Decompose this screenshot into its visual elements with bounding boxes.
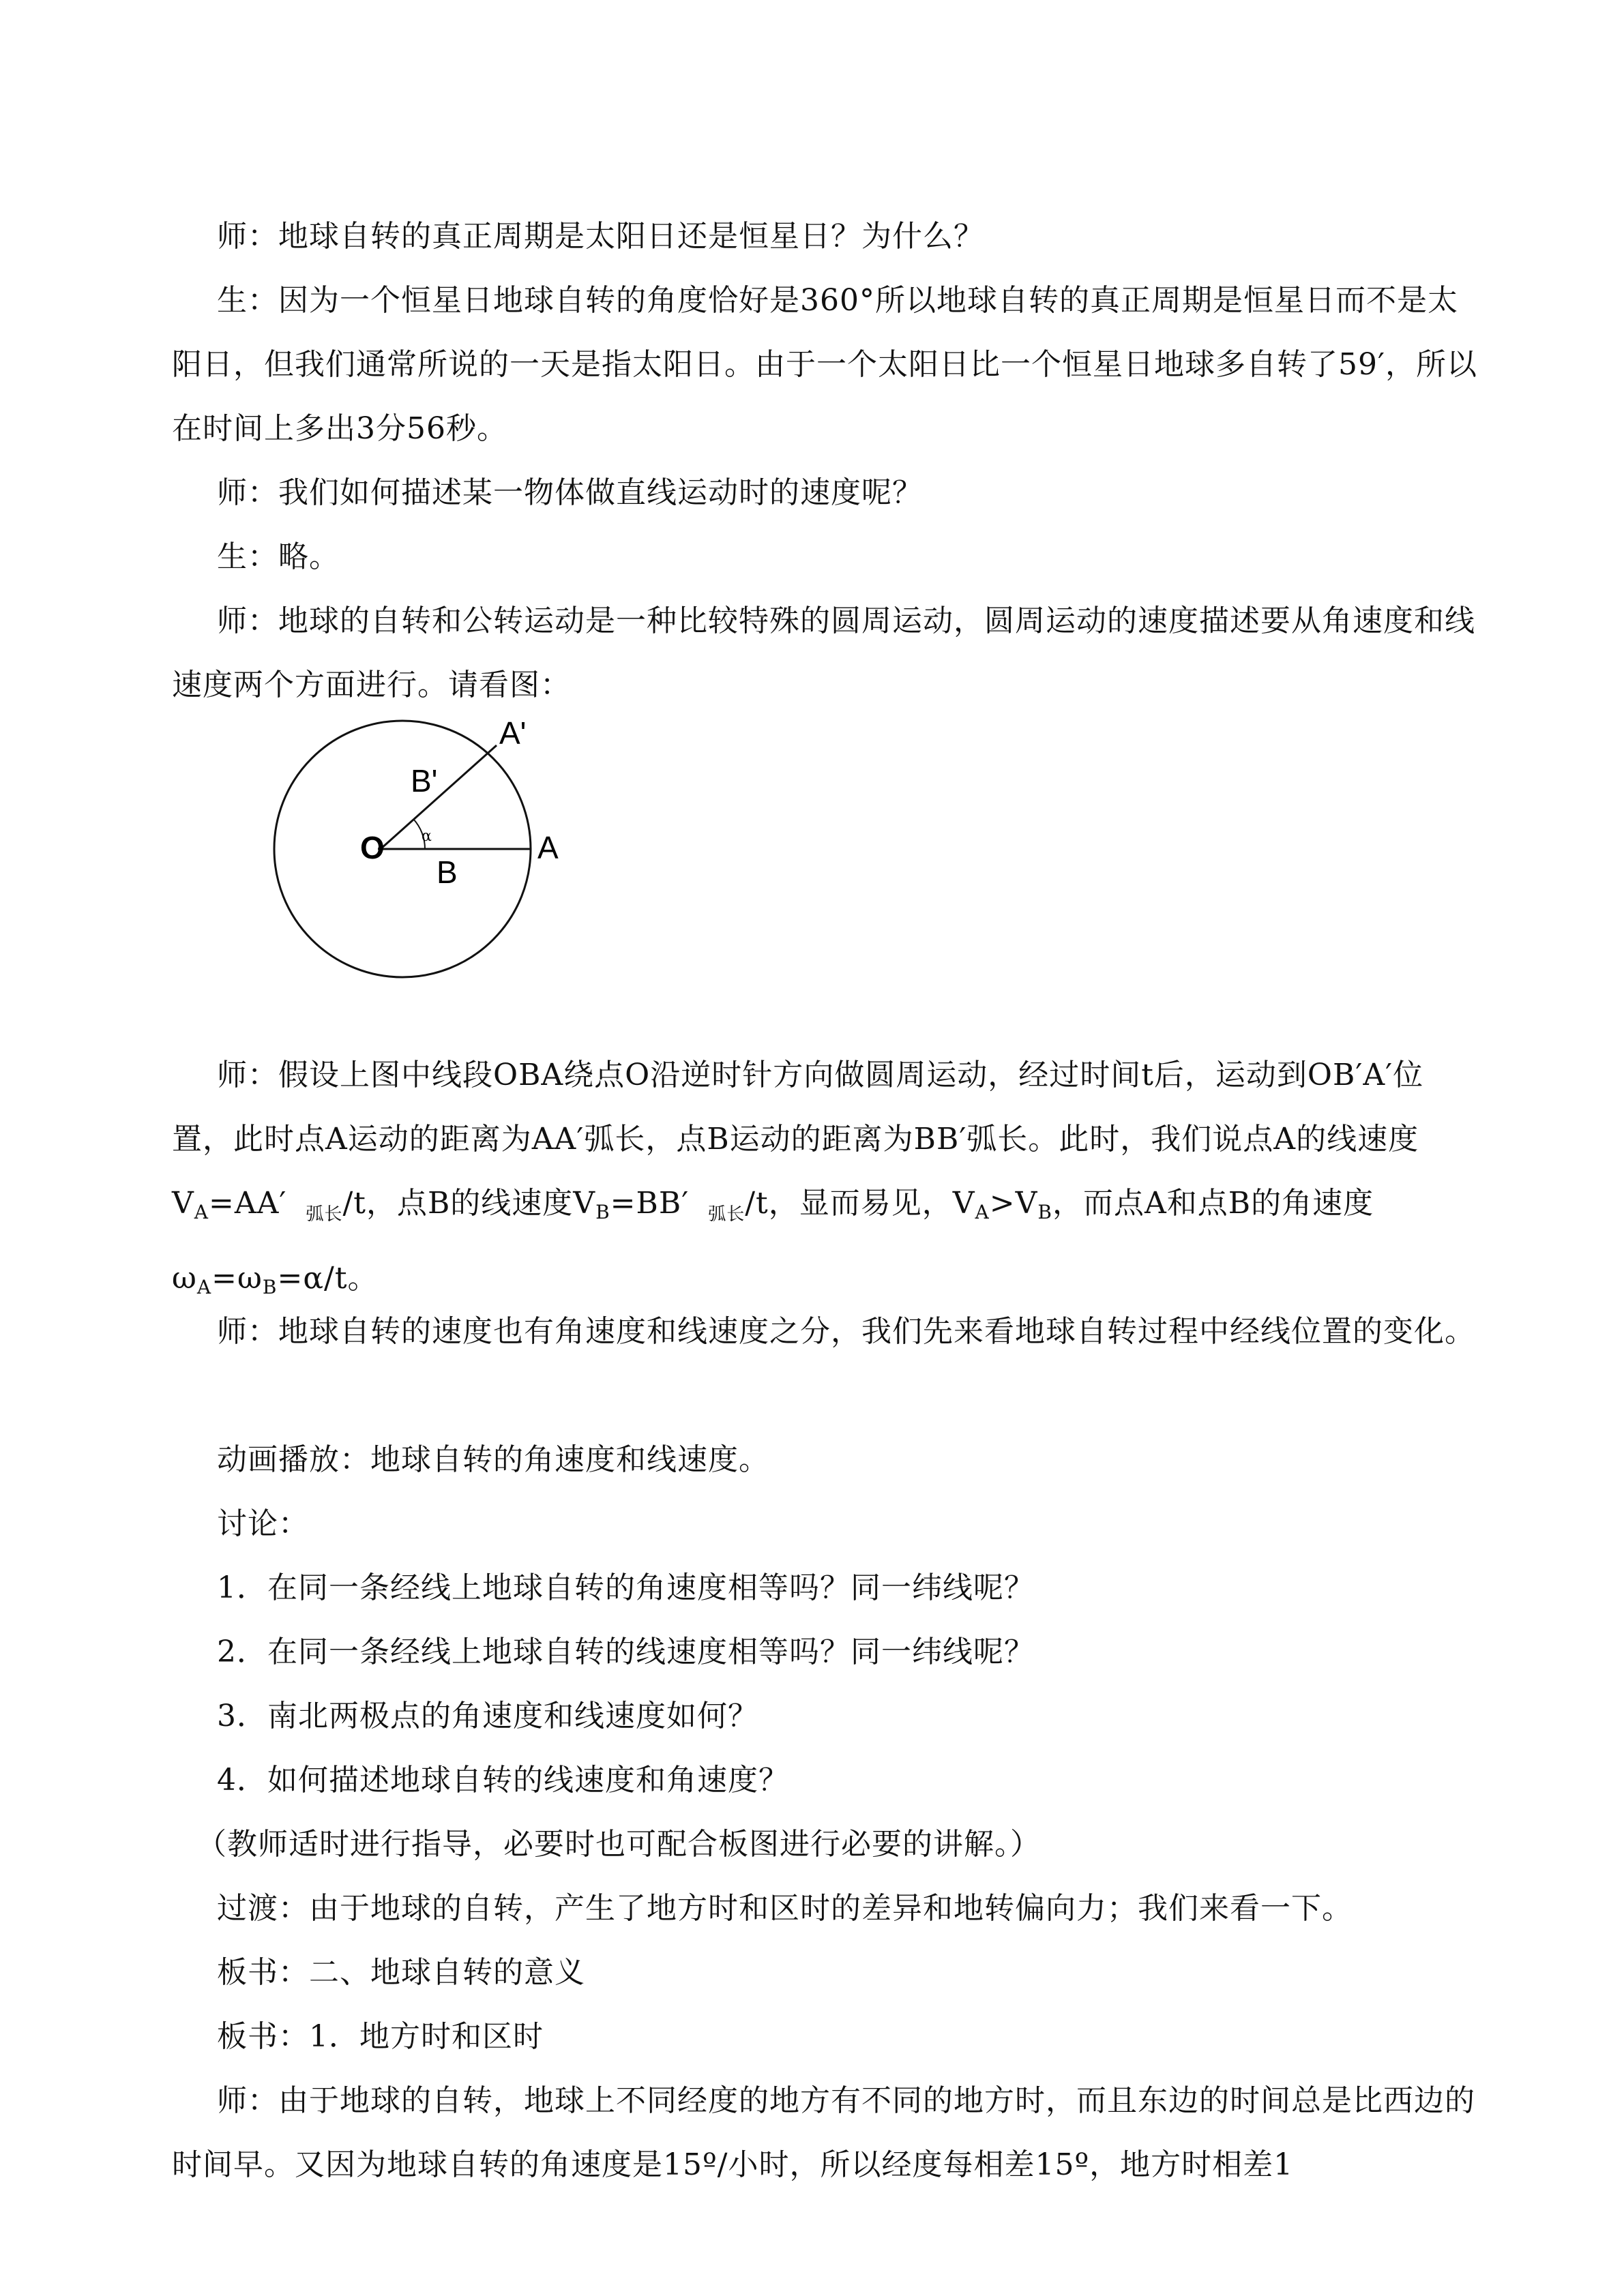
paragraph-6-tail: ，而点A和点B的角速度 — [1052, 1186, 1374, 1221]
paragraph-3: 师：我们如何描述某一物体做直线运动时的速度呢？ — [217, 475, 923, 510]
vb-equals: =BB′ — [610, 1186, 690, 1221]
compare-sub-2: B — [1037, 1201, 1052, 1223]
omega-a-subscript: A — [196, 1276, 212, 1298]
paragraph-6-end: =α/t。 — [277, 1261, 379, 1296]
va-symbol: V — [172, 1186, 194, 1221]
arc-note-2: 弧长 — [708, 1204, 745, 1225]
label-b-prime: B' — [411, 763, 438, 799]
vb-subscript: B — [595, 1201, 610, 1223]
arc-note-1: 弧长 — [306, 1204, 343, 1225]
question-4: 4．如何描述地球自转的线速度和角速度？ — [217, 1763, 789, 1798]
question-3: 3．南北两极点的角速度和线速度如何？ — [217, 1699, 758, 1733]
va-equals: =AA′ — [209, 1186, 287, 1221]
omega-equals: = — [211, 1261, 237, 1296]
label-alpha: α — [422, 828, 432, 845]
vb-symbol: V — [573, 1186, 596, 1221]
paragraph-4: 生：略。 — [217, 539, 340, 574]
question-1: 1．在同一条经线上地球自转的角速度相等吗？同一纬线呢？ — [217, 1570, 1035, 1605]
paragraph-5: 师：地球的自转和公转运动是一种比较特殊的圆周运动，圆周运动的速度描述要从角速度和线速度两个方面进行。请看图： — [172, 603, 1475, 702]
label-a-prime: A' — [499, 715, 527, 751]
paragraph-8: 动画播放：地球自转的角速度和线速度。 — [217, 1442, 769, 1477]
paragraph-6 — [172, 1043, 1481, 1320]
paragraph-9: 讨论： — [217, 1506, 309, 1541]
compare-v1: V — [952, 1186, 975, 1221]
compare-gt: >V — [989, 1186, 1038, 1221]
paragraph-11: 过渡：由于地球的自转，产生了地方时和区时的差异和地转偏向力；我们来看一下。 — [217, 1891, 1353, 1926]
paragraph-13: 板书：1．地方时和区时 — [217, 2019, 544, 2054]
vb-time: /t，显而易见， — [745, 1186, 953, 1221]
paragraph-1: 师：地球自转的真正周期是太阳日还是恒星日？为什么？ — [217, 219, 984, 254]
label-b: B — [437, 854, 458, 890]
va-subscript: A — [194, 1201, 209, 1223]
radius-line-oa-prime — [381, 745, 497, 849]
paragraph-14: 师：由于地球的自转，地球上不同经度的地方有不同的地方时，而且东边的时间总是比西边的时间早。又因为地球自转的角速度是15º/小时，所以经度每相差15º，地方时相差1 — [172, 2083, 1475, 2182]
label-a: A — [537, 830, 559, 865]
omega-b-subscript: B — [262, 1276, 278, 1298]
omega-a: ω — [172, 1261, 197, 1296]
paragraph-2: 生：因为一个恒星日地球自转的角度恰好是360°所以地球自转的真正周期是恒星日而不是太阳日，但我们通常所说的一天是指太阳日。由于一个太阳日比一个恒星日地球多自转了59′，所以在时间上多出3分56秒。 — [172, 283, 1477, 446]
circle-diagram — [259, 706, 559, 992]
compare-sub-1: A — [975, 1201, 990, 1223]
paragraph-7: 师：地球自转的速度也有角速度和线速度之分，我们先来看地球自转过程中经线位置的变化。 — [217, 1314, 1475, 1349]
label-o: O — [360, 830, 385, 865]
paragraph-10: （教师适时进行指导，必要时也可配合板图进行必要的讲解。） — [196, 1827, 1041, 1862]
omega-b: ω — [237, 1261, 263, 1296]
paragraph-12: 板书：二、地球自转的意义 — [217, 1955, 585, 1990]
paragraph-6-text: 师：假设上图中线段OBA绕点O沿逆时针方向做圆周运动，经过时间t后，运动到OB′A′位置，此时点A运动的距离为AA′弧长，点B运动的距离为BB′弧长。此时，我们说点A的线速度 — [172, 1058, 1424, 1157]
question-2: 2．在同一条经线上地球自转的线速度相等吗？同一纬线呢？ — [217, 1635, 1035, 1669]
va-time: /t，点B的线速度 — [342, 1186, 574, 1221]
